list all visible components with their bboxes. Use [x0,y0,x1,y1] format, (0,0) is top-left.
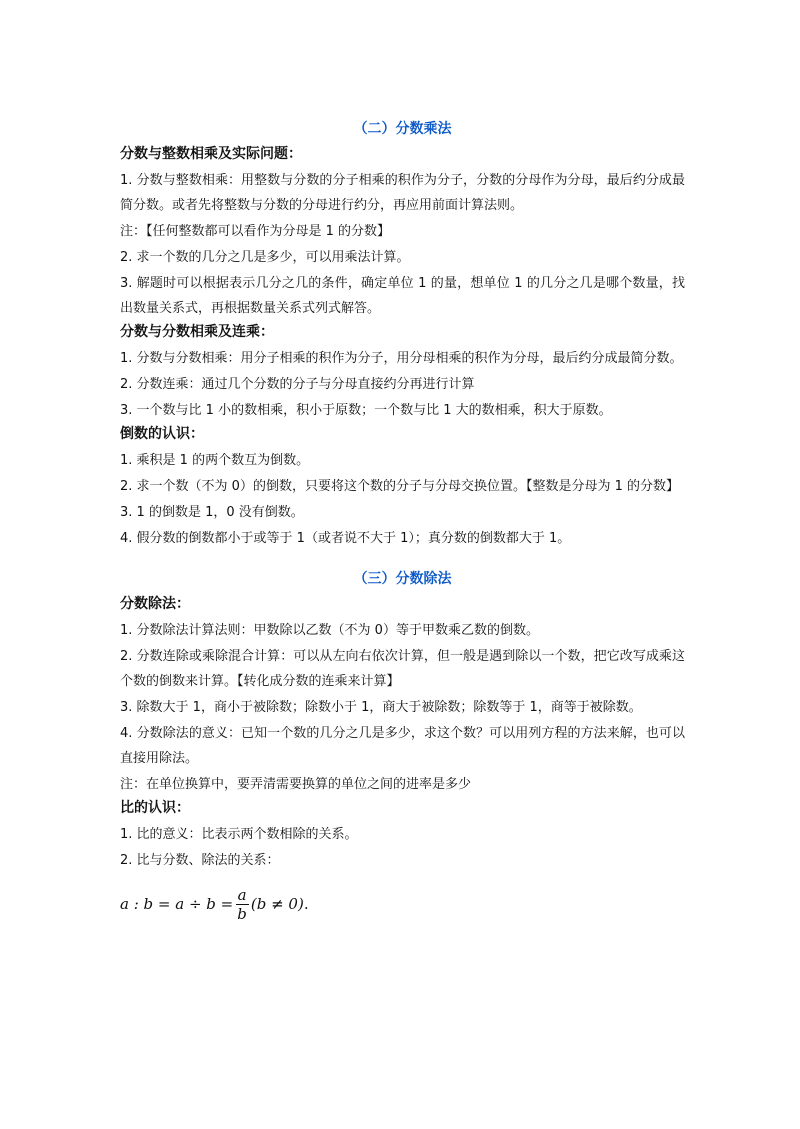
subheading-ratio: 比的认识： [120,800,190,816]
paragraph: 1. 分数除法计算法则：甲数除以乙数（不为 0）等于甲数乘乙数的倒数。 [120,623,539,638]
paragraph: 3. 解题时可以根据表示几分之几的条件，确定单位 1 的量，想单位 1 的几分之几是哪个数量，找出数量关系式，再根据数量关系式列式解答。 [120,276,685,316]
subheading-fraction-division: 分数除法： [120,596,190,612]
paragraph: 3. 除数大于 1，商小于被除数；除数小于 1，商大于被除数；除数等于 1，商等于被除数。 [120,700,642,715]
document-page [120,118,685,927]
paragraph: 4. 分数除法的意义：已知一个数的几分之几是多少，求这个数？可以用列方程的方法来解，也可以直接用除法。 [120,726,685,766]
section-gap [120,552,685,568]
fraction-denominator: b [237,904,247,923]
paragraph: 2. 求一个数（不为 0）的倒数，只要将这个数的分子与分母交换位置。【整数是分母为 1 的分数】 [120,479,679,494]
section-title-fraction-division: （三）分数除法 [353,571,452,587]
formula-end: . [303,895,309,913]
note: 注：在单位换算中，要弄清需要换算的单位之间的进率是多少 [120,777,472,792]
note: 注：【任何整数都可以看作为分母是 1 的分数】 [120,224,391,239]
paragraph: 2. 分数连乘：通过几个分数的分子与分母直接约分再进行计算 [120,377,475,392]
paragraph: 2. 分数连除或乘除混合计算：可以从左向右依次计算，但一般是遇到除以一个数，把它改写成乘这个数的倒数来计算。【转化成分数的连乘来计算】 [120,649,685,689]
formula-condition: (b ≠ 0) [250,895,304,913]
section-title-fraction-multiplication: （二）分数乘法 [353,121,452,137]
paragraph: 1. 分数与整数相乘：用整数与分数的分子相乘的积作为分子，分数的分母作为分母，最后约分成最简分数。或者先将整数与分数的分母进行约分，再应用前面计算法则。 [120,173,685,213]
paragraph: 3. 一个数与比 1 小的数相乘，积小于原数；一个数与比 1 大的数相乘，积大于原数。 [120,403,612,418]
paragraph: 2. 求一个数的几分之几是多少，可以用乘法计算。 [120,250,410,265]
paragraph: 2. 比与分数、除法的关系： [120,853,280,868]
paragraph: 1. 分数与分数相乘：用分子相乘的积作为分子，用分母相乘的积作为分母，最后约分成最简分数。 [120,351,683,366]
paragraph: 1. 比的意义：比表示两个数相除的关系。 [120,827,358,842]
formula-fraction [235,886,249,923]
subheading-fraction-times-integer: 分数与整数相乘及实际问题： [120,146,302,162]
subheading-fraction-times-fraction: 分数与分数相乘及连乘： [120,324,274,340]
subheading-reciprocal: 倒数的认识： [120,426,204,442]
paragraph: 1. 乘积是 1 的两个数互为倒数。 [120,453,310,468]
paragraph: 3. 1 的倒数是 1，0 没有倒数。 [120,505,304,520]
formula-lhs: a : b = a ÷ b = [120,895,234,913]
fraction-numerator: a [237,885,247,904]
paragraph: 4. 假分数的倒数都小于或等于 1（或者说不大于 1）；真分数的倒数都大于 1。 [120,531,571,546]
ratio-formula [120,881,685,927]
